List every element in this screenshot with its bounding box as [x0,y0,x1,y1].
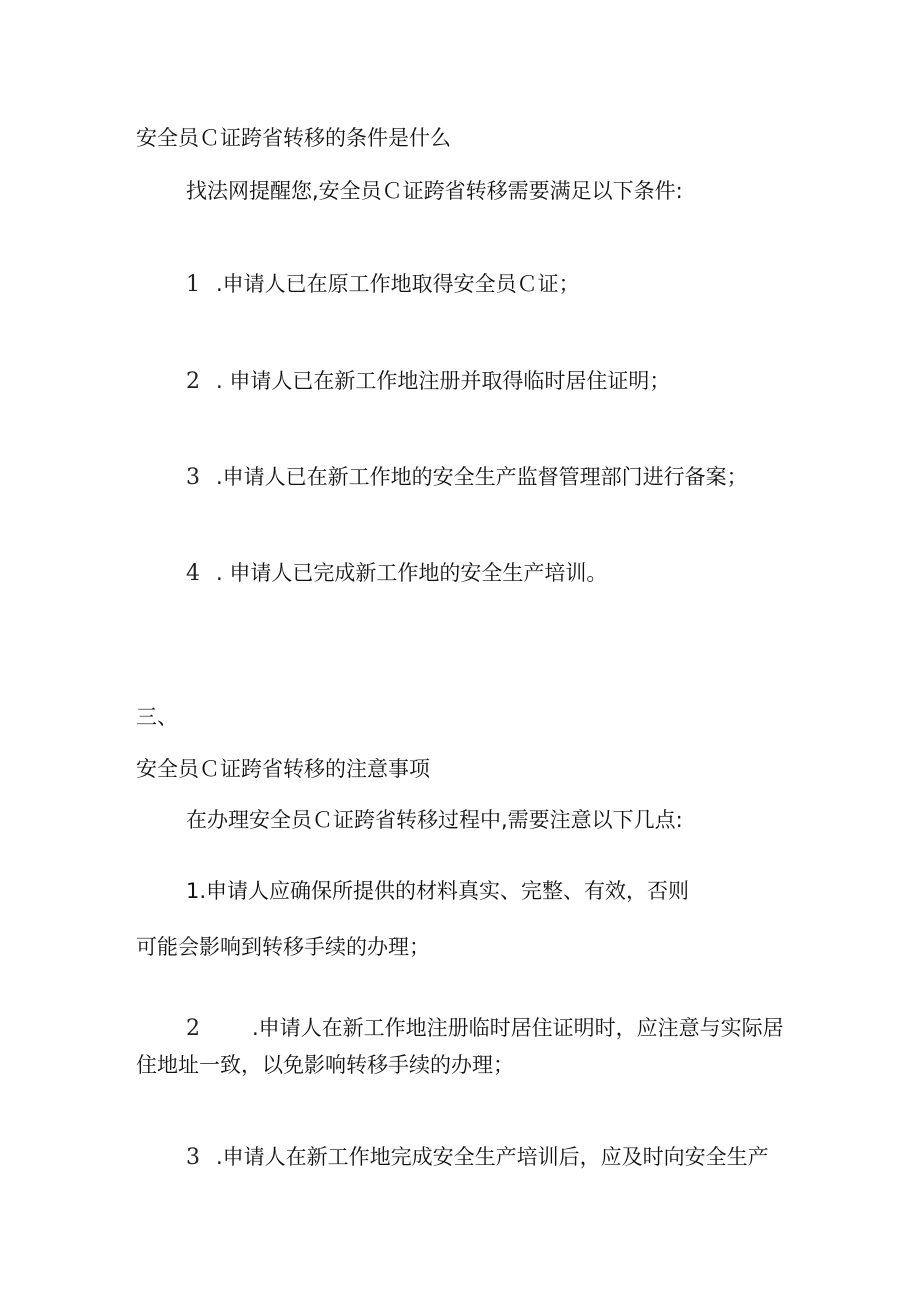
section3-item-1-line-2: 可能会影响到转移手续的办理； [136,935,430,959]
item-text: .申请人已在新工作地的安全生产监督管理部门进行备案； [216,465,748,489]
section3-title: 安全员Ｃ证跨省转移的注意事项 [136,757,430,781]
item-text: .申请人已在原工作地取得安全员Ｃ证； [216,272,580,296]
section1-intro: 找法网提醒您,安全员Ｃ证跨省转移需要满足以下条件: [186,179,683,203]
section3-heading: 三、 [136,705,178,729]
item-text: . 申请人已完成新工作地的安全生产培训。 [216,561,608,585]
section1-item-1 [186,270,580,299]
section3-item-3-line-1 [186,1143,769,1172]
section3-intro: 在办理安全员Ｃ证跨省转移过程中,需要注意以下几点: [186,808,683,832]
item-text: . 申请人已在新工作地注册并取得临时居住证明； [216,369,671,393]
section1-item-3 [186,463,748,492]
item-number: 2 [186,369,200,394]
item-number: 3 [186,1145,200,1170]
section1-item-2 [186,367,670,396]
section3-item-2-line-2: 住地址一致，以免影响转移手续的办理； [136,1053,514,1077]
section1-item-4 [186,559,607,588]
section1-title: 安全员Ｃ证跨省转移的条件是什么 [136,126,451,150]
section3-item-1-line-1: 1.申请人应确保所提供的材料真实、完整、有效，否则 [186,879,690,903]
item-number: 3 [186,465,200,490]
section3-item-2-line-1 [186,1014,784,1043]
item-text: .申请人在新工作地注册临时居住证明时，应注意与实际居 [252,1016,784,1040]
item-number: 4 [186,561,200,586]
item-number: 1 [186,272,200,297]
item-number: 2 [186,1016,200,1041]
item-text: .申请人在新工作地完成安全生产培训后，应及时向安全生产 [216,1145,769,1169]
